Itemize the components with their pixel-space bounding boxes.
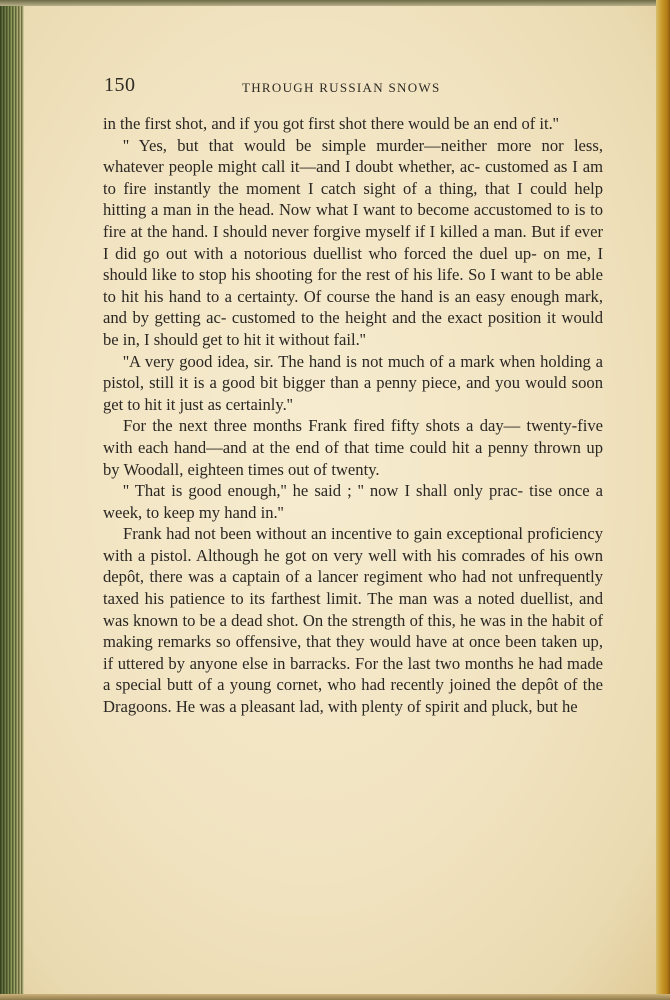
body-text [103,113,603,718]
right-page-edge [656,0,670,1000]
paragraph-5: '' That is good enough,'' he said ; '' now I shall only prac- tise once a week, to keep my hand in.'' [103,481,603,522]
page-header [104,70,604,106]
top-page-edge [0,0,670,6]
paragraph-3: ''A very good idea, sir. The hand is not much of a mark when holding a pistol, still it is a good bit bigger than a penny piece, and you would soon get to hit it just as certainly.'' [103,351,603,414]
paragraph-1: in the first shot, and if you got first shot there would be an end of it.'' [103,114,559,133]
paragraph-4: For the next three months Frank fired fifty shots a day— twenty-five with each hand—and at the end of that time could hit a penny thrown up by Woodall, eighteen times out of twenty. [103,416,603,479]
paragraph-2: '' Yes, but that would be simple murder—neither more nor less, whatever people might call it—and I doubt whether, ac- customed as I am to fire instantly the moment I catch sight of a thing, that I could help hitting a man in the head. Now what I want to become accustomed to is to fire at the hand. I should never forgive myself if I killed a man. But if ever I did go out with a notorious duellist who forced the duel up- on me, I should like to stop his shooting for the rest of his life. So I want to be able to hit his hand to a certainty. Of course the hand is an easy enough mark, and by getting ac- customed to the height and the exact position it would be in, I should get to hit it without fail.'' [103,135,603,349]
running-title: THROUGH RUSSIAN SNOWS [242,80,441,95]
book-binding [0,0,26,1000]
page-number: 150 [104,74,136,96]
bottom-page-edge [0,994,670,1000]
paragraph-6: Frank had not been without an incentive to gain exceptional proficiency with a pistol. Although he got on very well with his comrades of his own depôt, there was a captain of a lancer regiment who had not unfrequently taxed his patience to its farthest limit. The man was a noted duellist, and was known to be a dead shot. On the strength of this, he was in the habit of making remarks so offensive, that they would have at once been taken up, if uttered by anyone else in barracks. For the last two months he had made a special butt of a young cornet, who had recently joined the depôt of the Dragoons. He was a pleasant lad, with plenty of spirit and pluck, but he [103,524,603,717]
